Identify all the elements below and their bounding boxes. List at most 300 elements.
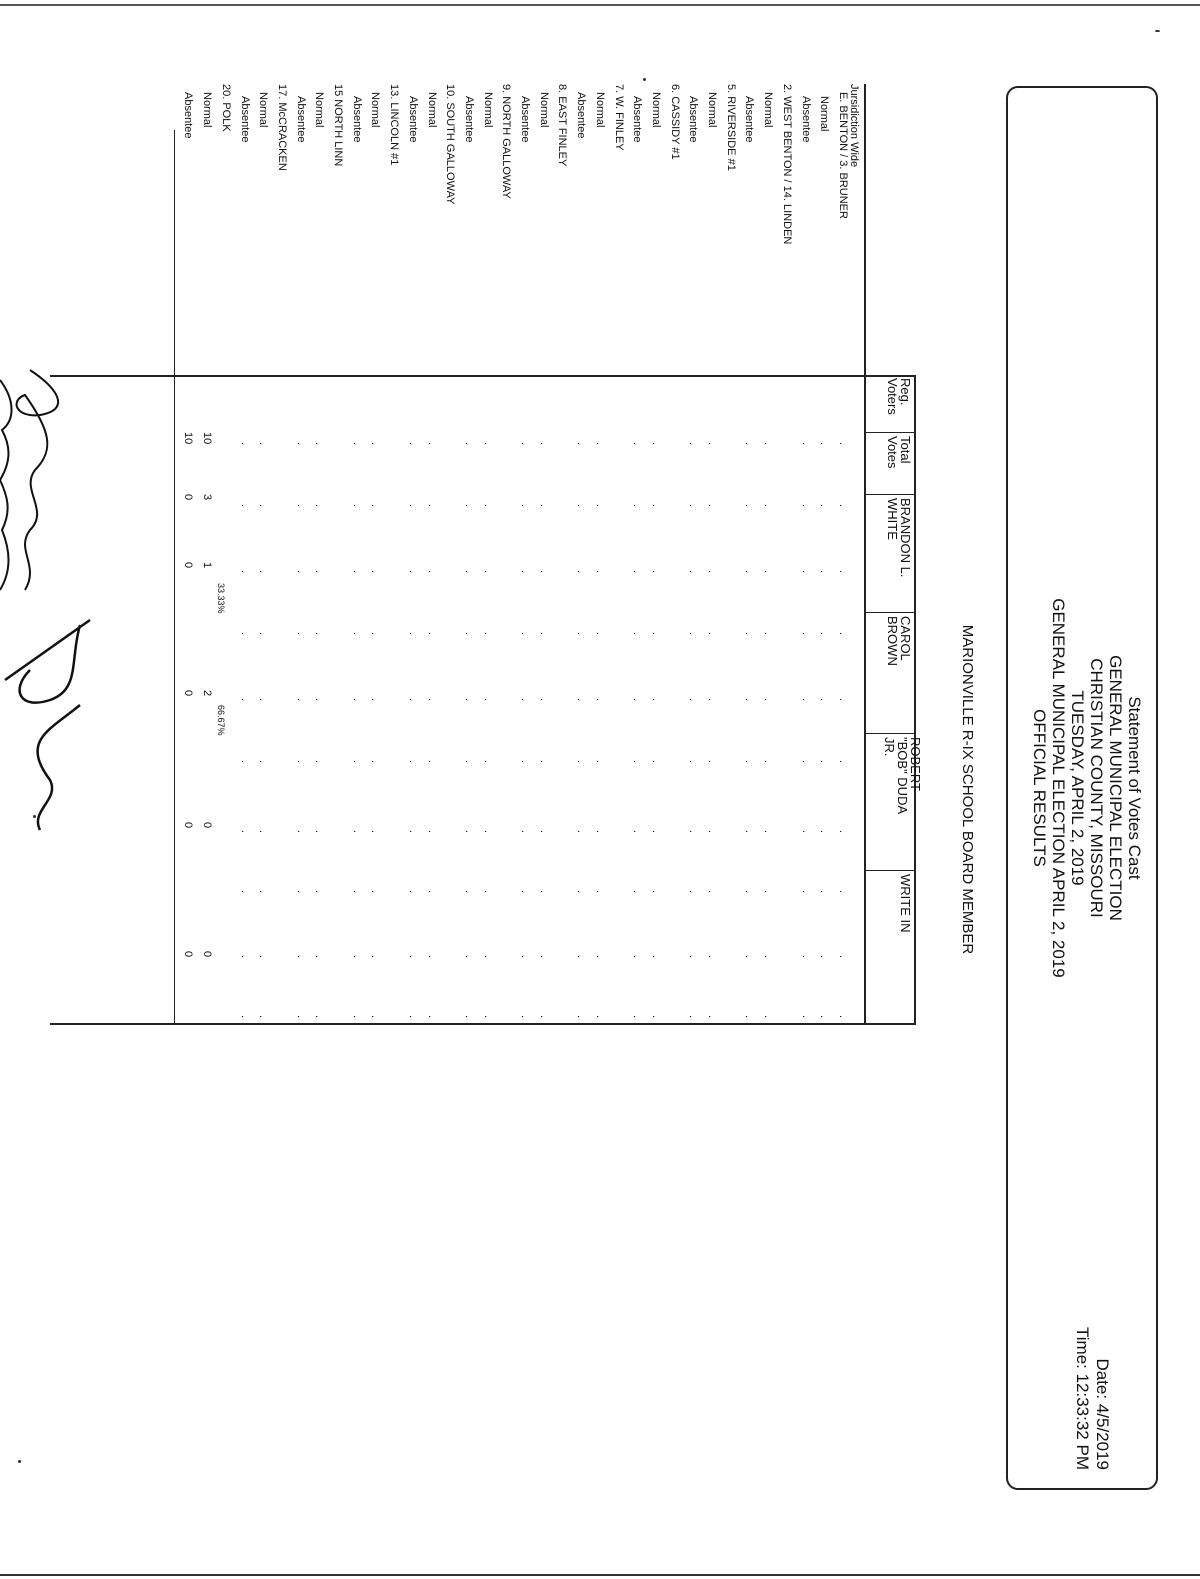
official-signatures-drawing: [0, 360, 110, 840]
empty-cell-dot: .: [463, 830, 475, 834]
polk-normal-total-votes: 3: [201, 494, 213, 501]
empty-cell-dot: .: [837, 760, 849, 764]
row-label: E. BENTON / 3. BRUNER: [837, 92, 849, 219]
col-header-reg-voters: Reg. Voters: [885, 378, 913, 415]
empty-cell-dot: .: [463, 698, 475, 702]
label-column-divider: [50, 375, 916, 377]
empty-cell-dot: .: [257, 632, 269, 636]
empty-cell-dot: .: [351, 698, 363, 702]
header-line: GENERAL MUNICIPAL ELECTION APRIL 2, 2019: [1049, 598, 1068, 978]
empty-cell-dot: .: [519, 760, 531, 764]
row-label: Normal: [594, 92, 606, 128]
empty-cell-dot: .: [575, 698, 587, 702]
polk-absentee-writein-votes: 0: [182, 951, 194, 958]
empty-cell-dot: .: [295, 632, 307, 636]
empty-cell-dot: .: [313, 570, 325, 574]
empty-cell-dot: .: [239, 890, 251, 894]
empty-cell-dot: .: [650, 632, 662, 636]
empty-cell-dot: .: [482, 830, 494, 834]
empty-cell-dot: .: [257, 760, 269, 764]
empty-cell-dot: .: [295, 442, 307, 446]
empty-cell-dot: .: [818, 698, 830, 702]
empty-cell-dot: .: [407, 760, 419, 764]
empty-cell-dot: .: [687, 698, 699, 702]
row-label: Normal: [818, 96, 830, 132]
empty-cell-dot: .: [239, 1015, 251, 1019]
empty-cell-dot: .: [687, 1015, 699, 1019]
empty-cell-dot: .: [837, 570, 849, 574]
empty-cell-dot: .: [837, 1015, 849, 1019]
row-label: 2. WEST BENTON / 14. LINDEN: [781, 84, 793, 245]
col-header-brandon-white: BRANDON L. WHITE: [885, 498, 913, 578]
col-divider: [866, 733, 914, 734]
empty-cell-dot: .: [706, 760, 718, 764]
empty-cell-dot: .: [295, 890, 307, 894]
empty-cell-dot: .: [295, 504, 307, 508]
empty-cell-dot: .: [762, 955, 774, 959]
empty-cell-dot: .: [538, 1015, 550, 1019]
jurisdiction-header: Jursidiction Wide: [848, 84, 860, 168]
empty-cell-dot: .: [762, 890, 774, 894]
col-header-carol-brown: CAROL BROWN: [885, 616, 913, 666]
empty-cell-dot: .: [482, 570, 494, 574]
empty-cell-dot: .: [538, 890, 550, 894]
row-label: 8. EAST FINLEY: [556, 84, 568, 167]
row-label: Absentee: [519, 96, 531, 143]
empty-cell-dot: .: [631, 955, 643, 959]
row-label: Normal: [313, 92, 325, 128]
polk-absentee-total-votes: 0: [182, 494, 194, 501]
col-divider: [866, 494, 914, 495]
empty-cell-dot: .: [482, 442, 494, 446]
empty-cell-dot: .: [687, 760, 699, 764]
empty-cell-dot: .: [482, 504, 494, 508]
empty-cell-dot: .: [650, 570, 662, 574]
empty-cell-dot: .: [257, 570, 269, 574]
empty-cell-dot: .: [239, 504, 251, 508]
empty-cell-dot: .: [369, 955, 381, 959]
empty-cell-dot: .: [650, 760, 662, 764]
empty-cell-dot: .: [239, 698, 251, 702]
col-divider: [866, 612, 914, 613]
empty-cell-dot: .: [407, 570, 419, 574]
row-label: Absentee: [182, 92, 194, 139]
empty-cell-dot: .: [407, 830, 419, 834]
empty-cell-dot: .: [519, 830, 531, 834]
empty-cell-dot: .: [295, 830, 307, 834]
empty-cell-dot: .: [575, 1015, 587, 1019]
empty-cell-dot: .: [706, 632, 718, 636]
empty-cell-dot: .: [538, 760, 550, 764]
empty-cell-dot: .: [463, 632, 475, 636]
empty-cell-dot: .: [482, 955, 494, 959]
table-right-edge: [50, 1023, 916, 1025]
empty-cell-dot: .: [351, 760, 363, 764]
row-label: Normal: [426, 92, 438, 128]
empty-cell-dot: .: [575, 442, 587, 446]
row-label: Absentee: [800, 96, 812, 143]
empty-cell-dot: .: [239, 442, 251, 446]
empty-cell-dot: .: [519, 570, 531, 574]
empty-cell-dot: .: [295, 698, 307, 702]
empty-cell-dot: .: [762, 1015, 774, 1019]
empty-cell-dot: .: [743, 760, 755, 764]
row-label: Absentee: [407, 96, 419, 143]
empty-cell-dot: .: [575, 504, 587, 508]
empty-cell-dot: .: [594, 632, 606, 636]
polk-absentee-duda-votes: 0: [182, 822, 194, 829]
empty-cell-dot: .: [594, 442, 606, 446]
empty-cell-dot: .: [800, 1015, 812, 1019]
row-label: 17. McCRACKEN: [276, 84, 288, 171]
empty-cell-dot: .: [687, 890, 699, 894]
empty-cell-dot: .: [369, 830, 381, 834]
header-line: OFFICIAL RESULTS: [1030, 709, 1049, 867]
empty-cell-dot: .: [426, 955, 438, 959]
empty-cell-dot: .: [351, 890, 363, 894]
empty-cell-dot: .: [369, 504, 381, 508]
empty-cell-dot: .: [706, 504, 718, 508]
empty-cell-dot: .: [519, 442, 531, 446]
row-label: Absentee: [463, 96, 475, 143]
empty-cell-dot: .: [426, 698, 438, 702]
row-label: Normal: [482, 92, 494, 128]
empty-cell-dot: .: [594, 504, 606, 508]
empty-cell-dot: .: [407, 955, 419, 959]
empty-cell-dot: .: [743, 1015, 755, 1019]
empty-cell-dot: .: [575, 890, 587, 894]
empty-cell-dot: .: [463, 504, 475, 508]
empty-cell-dot: .: [818, 760, 830, 764]
empty-cell-dot: .: [482, 1015, 494, 1019]
empty-cell-dot: .: [800, 955, 812, 959]
empty-cell-dot: .: [407, 1015, 419, 1019]
empty-cell-dot: .: [837, 632, 849, 636]
empty-cell-dot: .: [743, 698, 755, 702]
empty-cell-dot: .: [575, 760, 587, 764]
empty-cell-dot: .: [575, 570, 587, 574]
empty-cell-dot: .: [837, 890, 849, 894]
empty-cell-dot: .: [426, 504, 438, 508]
col-divider: [866, 432, 914, 433]
empty-cell-dot: .: [594, 1015, 606, 1019]
polk-normal-brown-pct: 66.67%: [216, 705, 226, 736]
empty-cell-dot: .: [631, 1015, 643, 1019]
header-line: CHRISTIAN COUNTY, MISSOURI: [1087, 658, 1106, 918]
polk-absentee-white-votes: 0: [182, 562, 194, 569]
empty-cell-dot: .: [519, 632, 531, 636]
empty-cell-dot: .: [463, 442, 475, 446]
empty-cell-dot: .: [706, 698, 718, 702]
empty-cell-dot: .: [706, 1015, 718, 1019]
empty-cell-dot: .: [407, 504, 419, 508]
empty-cell-dot: .: [463, 890, 475, 894]
empty-cell-dot: .: [313, 632, 325, 636]
empty-cell-dot: .: [743, 890, 755, 894]
empty-cell-dot: .: [426, 1015, 438, 1019]
empty-cell-dot: .: [426, 570, 438, 574]
empty-cell-dot: .: [295, 1015, 307, 1019]
empty-cell-dot: .: [706, 442, 718, 446]
empty-cell-dot: .: [687, 632, 699, 636]
empty-cell-dot: .: [837, 698, 849, 702]
header-line: Statement of Votes Cast: [1125, 696, 1144, 880]
polk-normal-brown-votes: 2: [201, 690, 213, 697]
empty-cell-dot: .: [837, 830, 849, 834]
empty-cell-dot: .: [743, 830, 755, 834]
empty-cell-dot: .: [295, 760, 307, 764]
header-line: GENERAL MUNICIPAL ELECTION: [1106, 655, 1125, 921]
empty-cell-dot: .: [519, 504, 531, 508]
empty-cell-dot: .: [407, 890, 419, 894]
polk-normal-white-votes: 1: [201, 562, 213, 569]
header-top-rule: [914, 375, 916, 1025]
empty-cell-dot: .: [426, 830, 438, 834]
empty-cell-dot: .: [239, 570, 251, 574]
row-label: Normal: [538, 92, 550, 128]
empty-cell-dot: .: [650, 698, 662, 702]
empty-cell-dot: .: [706, 570, 718, 574]
row-label: 10. SOUTH GALLOWAY: [444, 84, 456, 205]
empty-cell-dot: .: [687, 570, 699, 574]
empty-cell-dot: .: [351, 955, 363, 959]
empty-cell-dot: .: [575, 632, 587, 636]
empty-cell-dot: .: [538, 830, 550, 834]
empty-cell-dot: .: [818, 830, 830, 834]
empty-cell-dot: .: [295, 955, 307, 959]
empty-cell-dot: .: [369, 890, 381, 894]
empty-cell-dot: .: [800, 698, 812, 702]
empty-cell-dot: .: [369, 632, 381, 636]
empty-cell-dot: .: [313, 504, 325, 508]
row-label: 15 NORTH LINN: [332, 84, 344, 167]
empty-cell-dot: .: [687, 442, 699, 446]
row-label: 6. CASSIDY #1: [669, 84, 681, 160]
empty-cell-dot: .: [818, 632, 830, 636]
empty-cell-dot: .: [313, 830, 325, 834]
empty-cell-dot: .: [463, 955, 475, 959]
row-label: Absentee: [631, 96, 643, 143]
empty-cell-dot: .: [239, 830, 251, 834]
empty-cell-dot: .: [800, 632, 812, 636]
empty-cell-dot: .: [257, 442, 269, 446]
empty-cell-dot: .: [351, 632, 363, 636]
empty-cell-dot: .: [482, 698, 494, 702]
empty-cell-dot: .: [837, 955, 849, 959]
empty-cell-dot: .: [313, 1015, 325, 1019]
empty-cell-dot: .: [313, 698, 325, 702]
col-header-write-in: WRITE IN: [898, 874, 913, 933]
empty-cell-dot: .: [519, 955, 531, 959]
empty-cell-dot: .: [762, 698, 774, 702]
empty-cell-dot: .: [743, 504, 755, 508]
polk-normal-duda-votes: 0: [201, 822, 213, 829]
empty-cell-dot: .: [818, 442, 830, 446]
empty-cell-dot: .: [762, 632, 774, 636]
row-label: Absentee: [351, 96, 363, 143]
empty-cell-dot: .: [463, 1015, 475, 1019]
row-label: Normal: [762, 92, 774, 128]
empty-cell-dot: .: [351, 442, 363, 446]
empty-cell-dot: .: [743, 570, 755, 574]
empty-cell-dot: .: [687, 830, 699, 834]
row-label: Normal: [650, 92, 662, 128]
empty-cell-dot: .: [837, 442, 849, 446]
empty-cell-dot: .: [594, 760, 606, 764]
empty-cell-dot: .: [594, 570, 606, 574]
row-label: Normal: [257, 92, 269, 128]
empty-cell-dot: .: [463, 570, 475, 574]
empty-cell-dot: .: [369, 442, 381, 446]
polk-normal-writein-votes: 0: [201, 951, 213, 958]
empty-cell-dot: .: [257, 1015, 269, 1019]
empty-cell-dot: .: [631, 504, 643, 508]
empty-cell-dot: .: [538, 698, 550, 702]
empty-cell-dot: .: [594, 890, 606, 894]
empty-cell-dot: .: [369, 1015, 381, 1019]
empty-cell-dot: .: [519, 1015, 531, 1019]
row-label: 7. W. FINLEY: [613, 84, 625, 151]
empty-cell-dot: .: [369, 698, 381, 702]
empty-cell-dot: .: [538, 570, 550, 574]
row-label: Normal: [706, 92, 718, 128]
empty-cell-dot: .: [407, 632, 419, 636]
row-label: Absentee: [295, 96, 307, 143]
col-header-total-votes: Total Votes: [885, 436, 913, 469]
empty-cell-dot: .: [800, 442, 812, 446]
header-bottom-rule: [864, 84, 866, 1024]
empty-cell-dot: .: [463, 760, 475, 764]
empty-cell-dot: .: [650, 1015, 662, 1019]
empty-cell-dot: .: [313, 442, 325, 446]
empty-cell-dot: .: [257, 955, 269, 959]
empty-cell-dot: .: [631, 698, 643, 702]
table-bottom-rule: [174, 130, 175, 1025]
empty-cell-dot: .: [407, 442, 419, 446]
empty-cell-dot: .: [818, 890, 830, 894]
empty-cell-dot: .: [762, 830, 774, 834]
empty-cell-dot: .: [650, 890, 662, 894]
empty-cell-dot: .: [426, 890, 438, 894]
empty-cell-dot: .: [351, 504, 363, 508]
empty-cell-dot: .: [818, 1015, 830, 1019]
report-time: Time: 12:33:32 PM: [1073, 1327, 1092, 1470]
empty-cell-dot: .: [257, 698, 269, 702]
empty-cell-dot: .: [575, 830, 587, 834]
empty-cell-dot: .: [538, 632, 550, 636]
empty-cell-dot: .: [650, 830, 662, 834]
row-label: Normal: [201, 92, 213, 128]
empty-cell-dot: .: [631, 890, 643, 894]
empty-cell-dot: .: [762, 760, 774, 764]
polk-absentee-brown-votes: 0: [182, 690, 194, 697]
report-date: Date: 4/5/2019: [1093, 1358, 1112, 1470]
row-label: Absentee: [575, 92, 587, 139]
empty-cell-dot: .: [239, 955, 251, 959]
empty-cell-dot: .: [818, 570, 830, 574]
row-label: 9. NORTH GALLOWAY: [500, 84, 512, 199]
empty-cell-dot: .: [257, 504, 269, 508]
empty-cell-dot: .: [800, 890, 812, 894]
empty-cell-dot: .: [426, 760, 438, 764]
polk-absentee-reg-voters: 10: [182, 432, 194, 445]
empty-cell-dot: .: [313, 955, 325, 959]
empty-cell-dot: .: [631, 830, 643, 834]
empty-cell-dot: .: [313, 760, 325, 764]
empty-cell-dot: .: [594, 698, 606, 702]
empty-cell-dot: .: [538, 442, 550, 446]
empty-cell-dot: .: [519, 698, 531, 702]
empty-cell-dot: .: [687, 955, 699, 959]
polk-normal-reg-voters: 10: [201, 432, 213, 445]
polk-normal-white-pct: 33.33%: [216, 583, 226, 614]
empty-cell-dot: .: [519, 890, 531, 894]
row-label: Normal: [369, 92, 381, 128]
empty-cell-dot: .: [706, 955, 718, 959]
empty-cell-dot: .: [369, 760, 381, 764]
empty-cell-dot: .: [818, 504, 830, 508]
empty-cell-dot: .: [426, 442, 438, 446]
empty-cell-dot: .: [482, 890, 494, 894]
empty-cell-dot: .: [631, 442, 643, 446]
empty-cell-dot: .: [743, 442, 755, 446]
empty-cell-dot: .: [706, 830, 718, 834]
empty-cell-dot: .: [800, 504, 812, 508]
row-label: 5. RIVERSIDE #1: [725, 84, 737, 171]
empty-cell-dot: .: [800, 570, 812, 574]
empty-cell-dot: .: [650, 442, 662, 446]
empty-cell-dot: .: [351, 570, 363, 574]
col-header-robert-duda: ROBERT "BOB" DUDA JR.: [882, 737, 923, 815]
empty-cell-dot: .: [482, 760, 494, 764]
empty-cell-dot: .: [482, 632, 494, 636]
empty-cell-dot: .: [687, 504, 699, 508]
empty-cell-dot: .: [575, 955, 587, 959]
col-divider: [866, 870, 914, 871]
empty-cell-dot: .: [631, 570, 643, 574]
empty-cell-dot: .: [650, 504, 662, 508]
empty-cell-dot: .: [762, 442, 774, 446]
empty-cell-dot: .: [743, 632, 755, 636]
empty-cell-dot: .: [538, 504, 550, 508]
empty-cell-dot: .: [762, 504, 774, 508]
empty-cell-dot: .: [650, 955, 662, 959]
empty-cell-dot: .: [631, 632, 643, 636]
empty-cell-dot: .: [351, 830, 363, 834]
empty-cell-dot: .: [818, 955, 830, 959]
empty-cell-dot: .: [800, 760, 812, 764]
empty-cell-dot: .: [257, 890, 269, 894]
empty-cell-dot: .: [631, 760, 643, 764]
empty-cell-dot: .: [594, 830, 606, 834]
row-label: Absentee: [743, 96, 755, 143]
empty-cell-dot: .: [239, 632, 251, 636]
empty-cell-dot: .: [426, 632, 438, 636]
empty-cell-dot: .: [295, 570, 307, 574]
empty-cell-dot: .: [239, 760, 251, 764]
empty-cell-dot: .: [743, 955, 755, 959]
empty-cell-dot: .: [800, 830, 812, 834]
empty-cell-dot: .: [837, 504, 849, 508]
empty-cell-dot: .: [594, 955, 606, 959]
header-line: TUESDAY, APRIL 2, 2019: [1068, 690, 1087, 886]
empty-cell-dot: .: [313, 890, 325, 894]
empty-cell-dot: .: [762, 570, 774, 574]
row-label: Absentee: [687, 96, 699, 143]
empty-cell-dot: .: [257, 830, 269, 834]
row-label: Absentee: [239, 96, 251, 143]
row-label: 20. POLK: [220, 84, 232, 132]
